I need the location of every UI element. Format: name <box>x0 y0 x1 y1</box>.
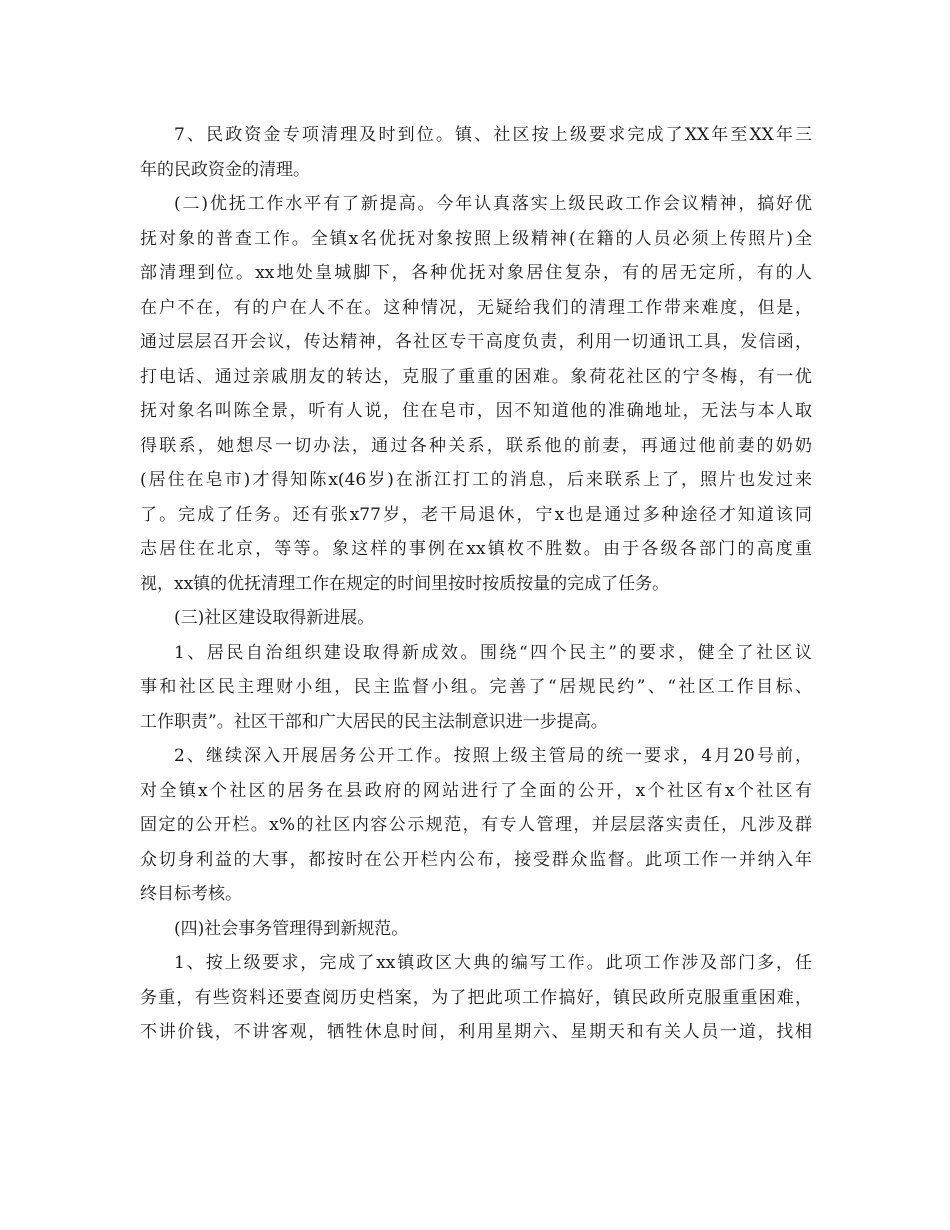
text-line: 在户不在，有的户在人不在。这种情况，无疑给我们的清理工作带来难度，但是， <box>140 297 812 318</box>
text-line: 1、按上级要求，完成了xx镇政区大典的编写工作。此项工作涉及部门多，任 <box>174 953 812 973</box>
text-line: (居住在皂市)才得知陈x(46岁)在浙江打工的消息，后来联系上了，照片也发过来 <box>140 470 812 490</box>
text-line: 务重，有些资料还要查阅历史档案，为了把此项工作搞好，镇民政所克服重重困难， <box>140 987 812 1008</box>
text-line: 不讲价钱，不讲客观，牺牲休息时间，利用星期六、星期天和有关人员一道，找相 <box>140 1022 812 1042</box>
text-line: 固定的公开栏。x%的社区内容公示规范，有专人管理，并层层落实责任，凡涉及群 <box>140 815 812 835</box>
text-line: 对全镇x个社区的居务在县政府的网站进行了全面的公开，x个社区有x个社区有 <box>140 780 812 801</box>
text-line: 年的民政资金的清理。 <box>140 159 310 180</box>
text-line: 抚对象的普查工作。全镇x名优抚对象按照上级精神(在籍的人员必须上传照片)全 <box>140 228 812 249</box>
text-line: (四)社会事务管理得到新规范。 <box>174 918 409 939</box>
text-line: 1、居民自治组织建设取得新成效。围绕“四个民主”的要求，健全了社区议 <box>174 642 812 663</box>
text-line: 工作职责”。社区干部和广大居民的民主法制意识进一步提高。 <box>140 711 608 732</box>
text-line: 得联系，她想尽一切办法，通过各种关系，联系他的前妻，再通过他前妻的奶奶 <box>140 435 812 456</box>
text-line: 通过层层召开会议，传达精神，各社区专干高度负责，利用一切通讯工具，发信函， <box>140 332 812 352</box>
text-line: 2、继续深入开展居务公开工作。按照上级主管局的统一要求，4月20号前， <box>174 746 812 766</box>
text-line: 抚对象名叫陈全景，听有人说，住在皂市，因不知道他的准确地址，无法与本人取 <box>140 401 812 421</box>
text-line: 众切身利益的大事，都按时在公开栏内公布，接受群众监督。此项工作一并纳入年 <box>140 849 812 870</box>
text-line: 了。完成了任务。还有张x77岁，老干局退休，宁x也是通过多种途径才知道该同 <box>140 504 812 525</box>
text-line: 事和社区民主理财小组，民主监督小组。完善了“居规民约”、“社区工作目标、 <box>140 677 812 697</box>
text-line: 视，xx镇的优抚清理工作在规定的时间里按时按质按量的完成了任务。 <box>140 573 670 594</box>
text-line: 打电话、通过亲戚朋友的转达，克服了重重的困难。象荷花社区的宁冬梅，有一优 <box>140 366 812 387</box>
text-line: 终目标考核。 <box>140 884 242 904</box>
document-body <box>140 118 812 1050</box>
text-line: (三)社区建设取得新进展。 <box>174 608 375 628</box>
text-line: 志居住在北京，等等。象这样的事例在xx镇枚不胜数。由于各级各部门的高度重 <box>140 539 812 559</box>
text-line: 7、民政资金专项清理及时到位。镇、社区按上级要求完成了XX年至XX年三 <box>174 125 812 145</box>
text-line: 部清理到位。xx地处皇城脚下，各种优抚对象居住复杂，有的居无定所，有的人 <box>140 263 812 283</box>
text-line: (二)优抚工作水平有了新提高。今年认真落实上级民政工作会议精神，搞好优 <box>174 194 812 214</box>
